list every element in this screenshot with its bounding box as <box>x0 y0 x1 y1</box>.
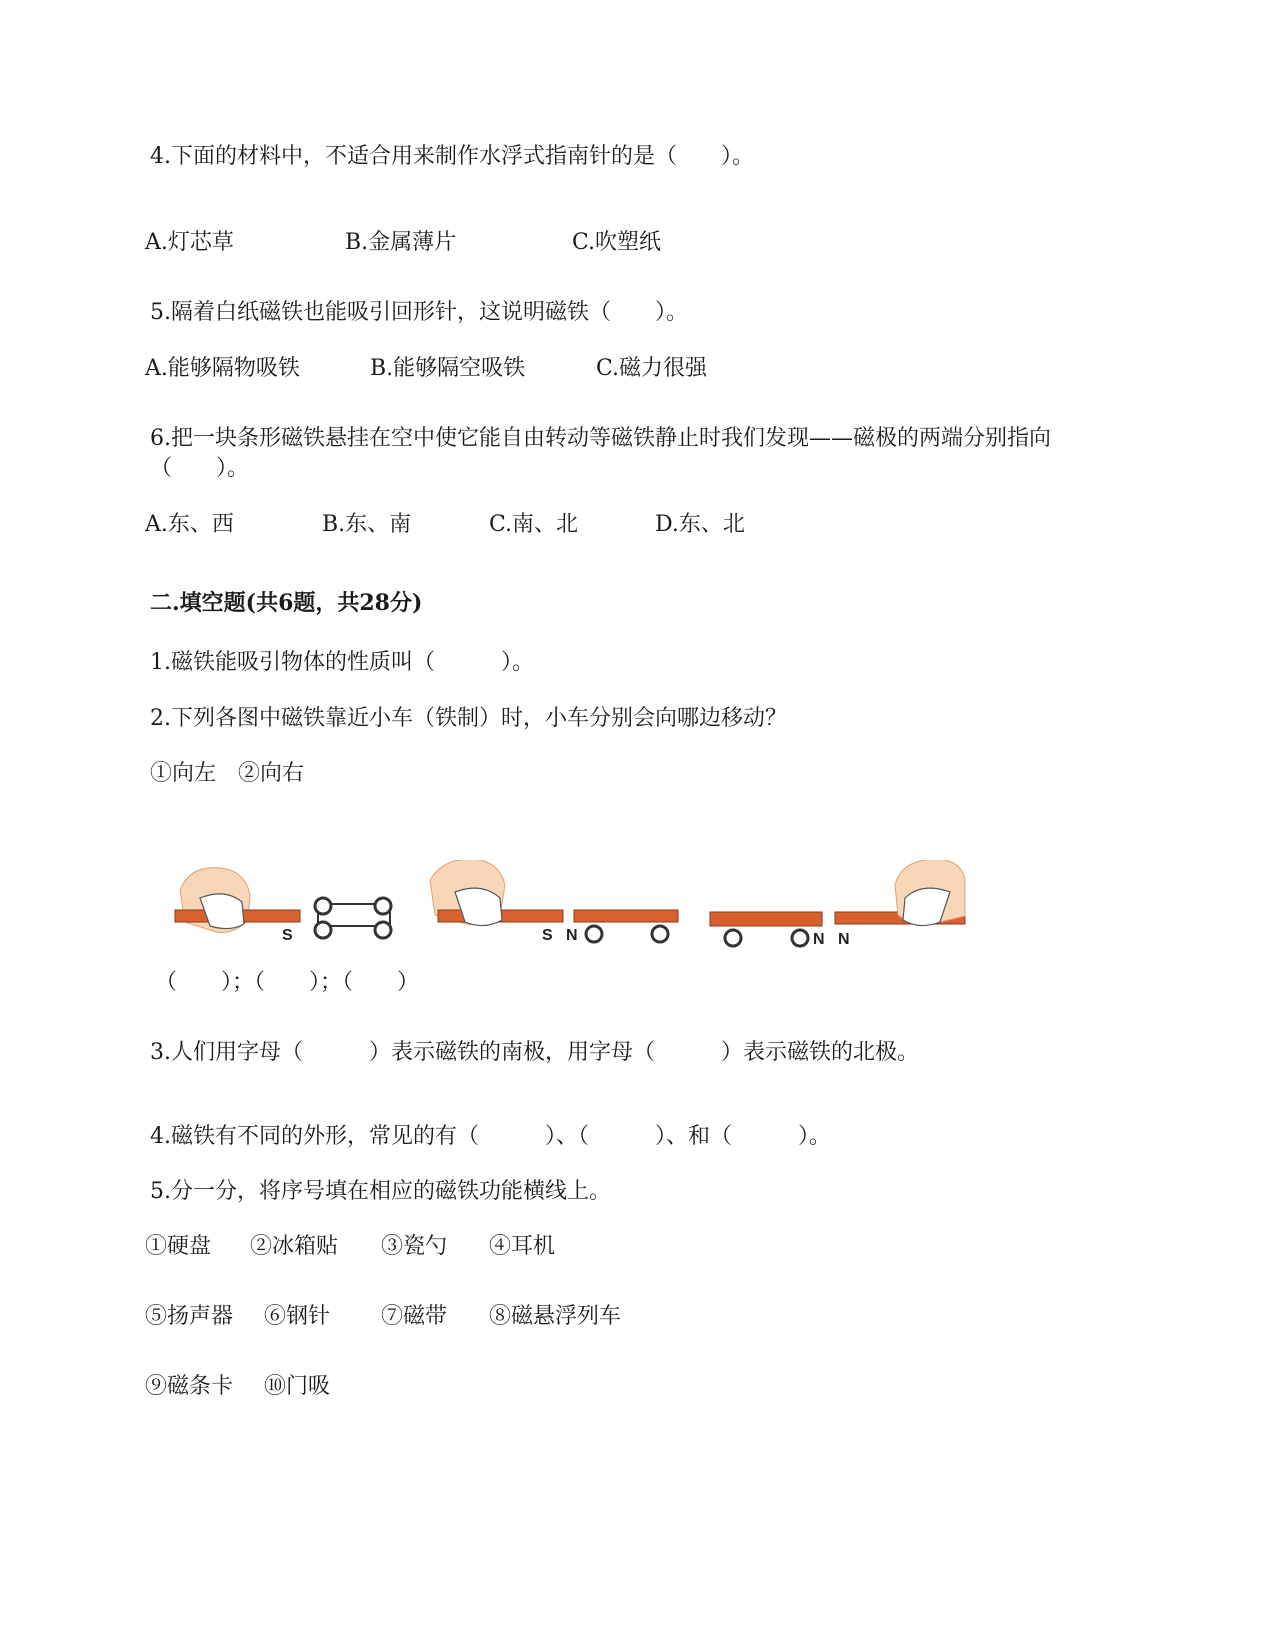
fill-q5-stem: 5.分一分，将序号填在相应的磁铁功能横线上。 <box>150 1179 611 1204</box>
figure-label-n2: N <box>813 931 825 948</box>
mc-q5-option-b: B.能够隔空吸铁 <box>370 356 526 381</box>
figure-label-s1: S <box>282 927 293 944</box>
item-6: ⑥钢针 <box>264 1304 331 1329</box>
item-7: ⑦磁带 <box>381 1304 448 1329</box>
fill-q2-answers: （ ）；（ ）；（ ） <box>155 970 420 995</box>
mc-q4-option-c: C.吹塑纸 <box>572 230 662 255</box>
item-4: ④耳机 <box>489 1234 556 1259</box>
panel-3 <box>710 860 965 948</box>
mc-q6-option-c: C.南、北 <box>489 512 579 537</box>
figure-label-n1: N <box>566 927 578 944</box>
fill-q3: 3.人们用字母（ ）表示磁铁的南极，用字母（ ）表示磁铁的北极。 <box>150 1040 919 1065</box>
mc-q6-stem: 6.把一块条形磁铁悬挂在空中使它能自由转动等磁铁静止时我们发现——磁极的两端分别指向（ ）。 <box>150 426 1051 481</box>
item-8: ⑧磁悬浮列车 <box>489 1304 622 1329</box>
mc-q4-option-b: B.金属薄片 <box>345 230 457 255</box>
item-10: ⑩门吸 <box>264 1374 331 1399</box>
mc-q6-option-a: A.东、西 <box>145 512 234 537</box>
item-3: ③瓷勺 <box>381 1234 448 1259</box>
panel-1 <box>175 868 391 944</box>
panel-2 <box>430 860 678 944</box>
fill-q2-choices: ①向左 ②向右 <box>150 761 305 786</box>
mc-q4-stem: 4.下面的材料中，不适合用来制作水浮式指南针的是（ ）。 <box>150 144 754 169</box>
figure-label-n3: N <box>838 931 850 948</box>
magnet-cart-illustration <box>170 860 1020 980</box>
mc-q4-option-a: A.灯芯草 <box>145 230 234 255</box>
item-1: ①硬盘 <box>145 1234 212 1259</box>
figure-label-s2: S <box>542 927 553 944</box>
mc-q6-option-b: B.东、南 <box>322 512 412 537</box>
fill-q2-stem: 2.下列各图中磁铁靠近小车（铁制）时，小车分别会向哪边移动？ <box>150 706 787 731</box>
fill-q1: 1.磁铁能吸引物体的性质叫（ ）。 <box>150 650 534 675</box>
item-2: ②冰箱贴 <box>250 1234 339 1259</box>
mc-q5-option-a: A.能够隔物吸铁 <box>145 356 300 381</box>
item-9: ⑨磁条卡 <box>145 1374 234 1399</box>
mc-q5-option-c: C.磁力很强 <box>596 356 708 381</box>
mc-q6-option-d: D.东、北 <box>655 512 745 537</box>
section2-heading: 二.填空题(共6题，共28分) <box>150 590 423 616</box>
item-5: ⑤扬声器 <box>145 1304 234 1329</box>
magnet-cart-figure <box>170 860 1020 980</box>
fill-q4: 4.磁铁有不同的外形，常见的有（ ）、（ ）、和（ ）。 <box>150 1124 831 1149</box>
mc-q5-stem: 5.隔着白纸磁铁也能吸引回形针，这说明磁铁（ ）。 <box>150 300 688 325</box>
